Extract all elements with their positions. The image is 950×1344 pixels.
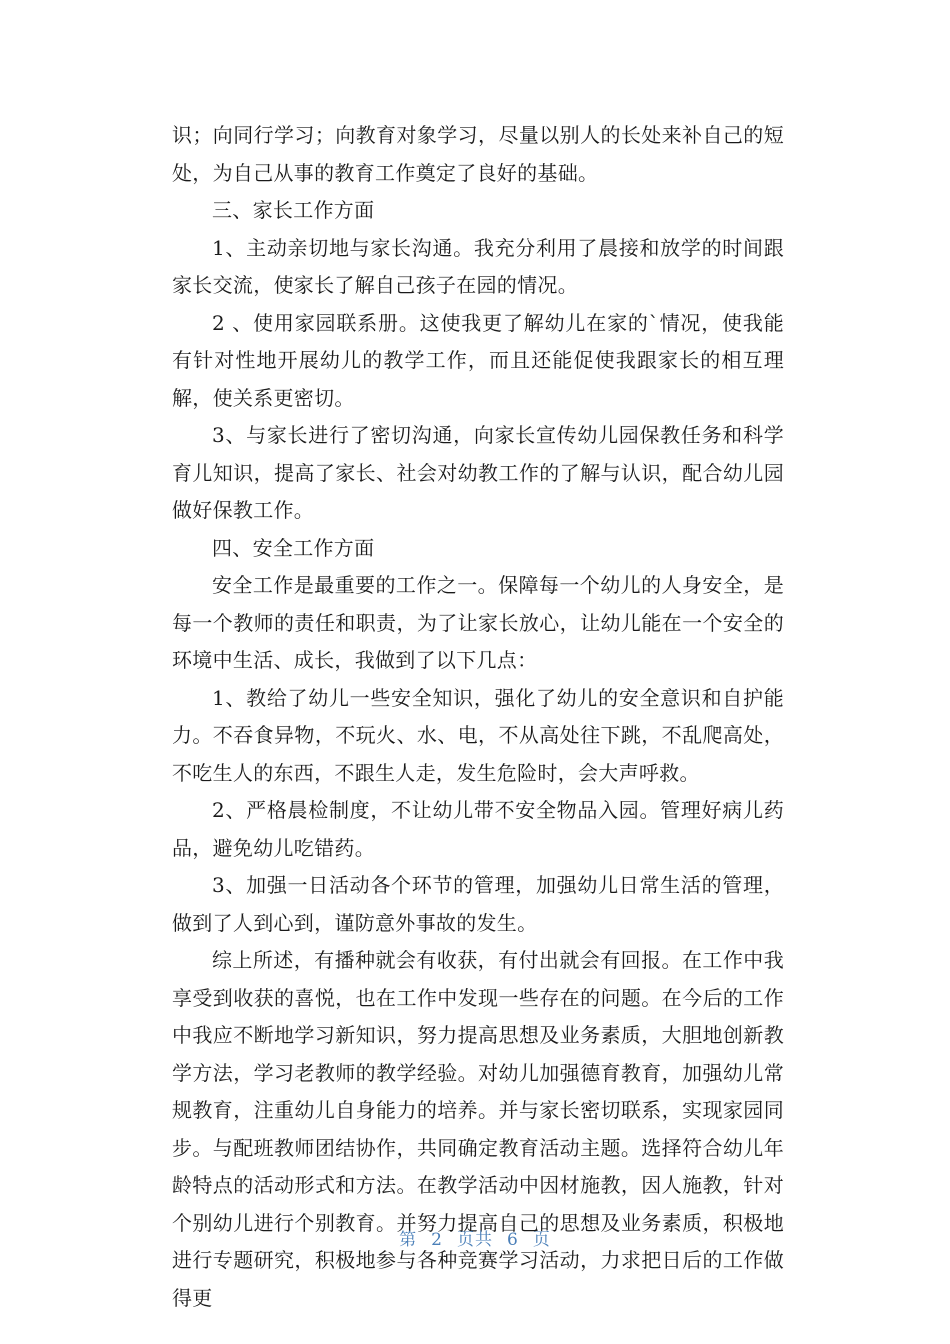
footer-suffix: 页 <box>532 1230 551 1250</box>
paragraph: 综上所述，有播种就会有收获，有付出就会有回报。在工作中我享受到收获的喜悦，也在工作中发现一些存在的问题。在今后的工作中我应不断地学习新知识，努力提高思想及业务素质，大胆地创新教学方法，学习老教师的教学经验。对幼儿加强德育教育，加强幼儿常规教育，注重幼儿自身能力的培养。并与家长密切联系，实现家园同步。与配班教师团结协作，共同确定教育活动主题。选择符合幼儿年龄特点的活动形式和方法。在教学活动中因材施教，因人施教，针对个别幼儿进行个别教育。并努力提高自己的思想及业务素质，积极地进行专题研究，积极地参与各种竞赛学习活动，力求把日后的工作做得更 <box>172 948 784 1310</box>
section-heading-safety: 四、安全工作方面 <box>212 535 375 560</box>
section-heading-parents: 三、家长工作方面 <box>212 198 375 222</box>
paragraph: 安全工作是最重要的工作之一。保障每一个幼儿的人身安全，是每一个教师的责任和职责，为了让家长放心，让幼儿能在一个安全的环境中生活、成长，我做到了以下几点： <box>172 573 784 672</box>
footer-total-pages: 6 <box>507 1230 519 1250</box>
paragraph: 1、主动亲切地与家长沟通。我充分利用了晨接和放学的时间跟家长交流，使家长了解自己孩子在园的情况。 <box>172 235 784 297</box>
paragraph: 2 、使用家园联系册。这使我更了解幼儿在家的`情况，使我能有针对性地开展幼儿的教学工作，而且还能促使我跟家长的相互理解，使关系更密切。 <box>172 310 784 410</box>
footer-middle: 页共 <box>457 1230 493 1250</box>
paragraph: 3、加强一日活动各个环节的管理，加强幼儿日常生活的管理，做到了人到心到，谨防意外事故的发生。 <box>172 873 784 935</box>
paragraph: 2、严格晨检制度，不让幼儿带不安全物品入园。管理好病儿药品，避免幼儿吃错药。 <box>172 798 784 860</box>
paragraph: 3、与家长进行了密切沟通，向家长宣传幼儿园保教任务和科学育儿知识，提高了家长、社会对幼教工作的了解与认识，配合幼儿园做好保教工作。 <box>172 423 784 522</box>
page-footer <box>0 1225 950 1250</box>
paragraph: 1、教给了幼儿一些安全知识，强化了幼儿的安全意识和自护能力。不吞食异物，不玩火、水、电，不从高处往下跳，不乱爬高处，不吃生人的东西，不跟生人走，发生危险时，会大声呼救。 <box>172 685 784 785</box>
document-body <box>172 117 784 1317</box>
footer-prefix: 第 <box>399 1230 418 1250</box>
paragraph: 识；向同行学习；向教育对象学习，尽量以别人的长处来补自己的短处，为自己从事的教育工作奠定了良好的基础。 <box>172 123 784 185</box>
footer-current-page: 2 <box>431 1230 443 1250</box>
